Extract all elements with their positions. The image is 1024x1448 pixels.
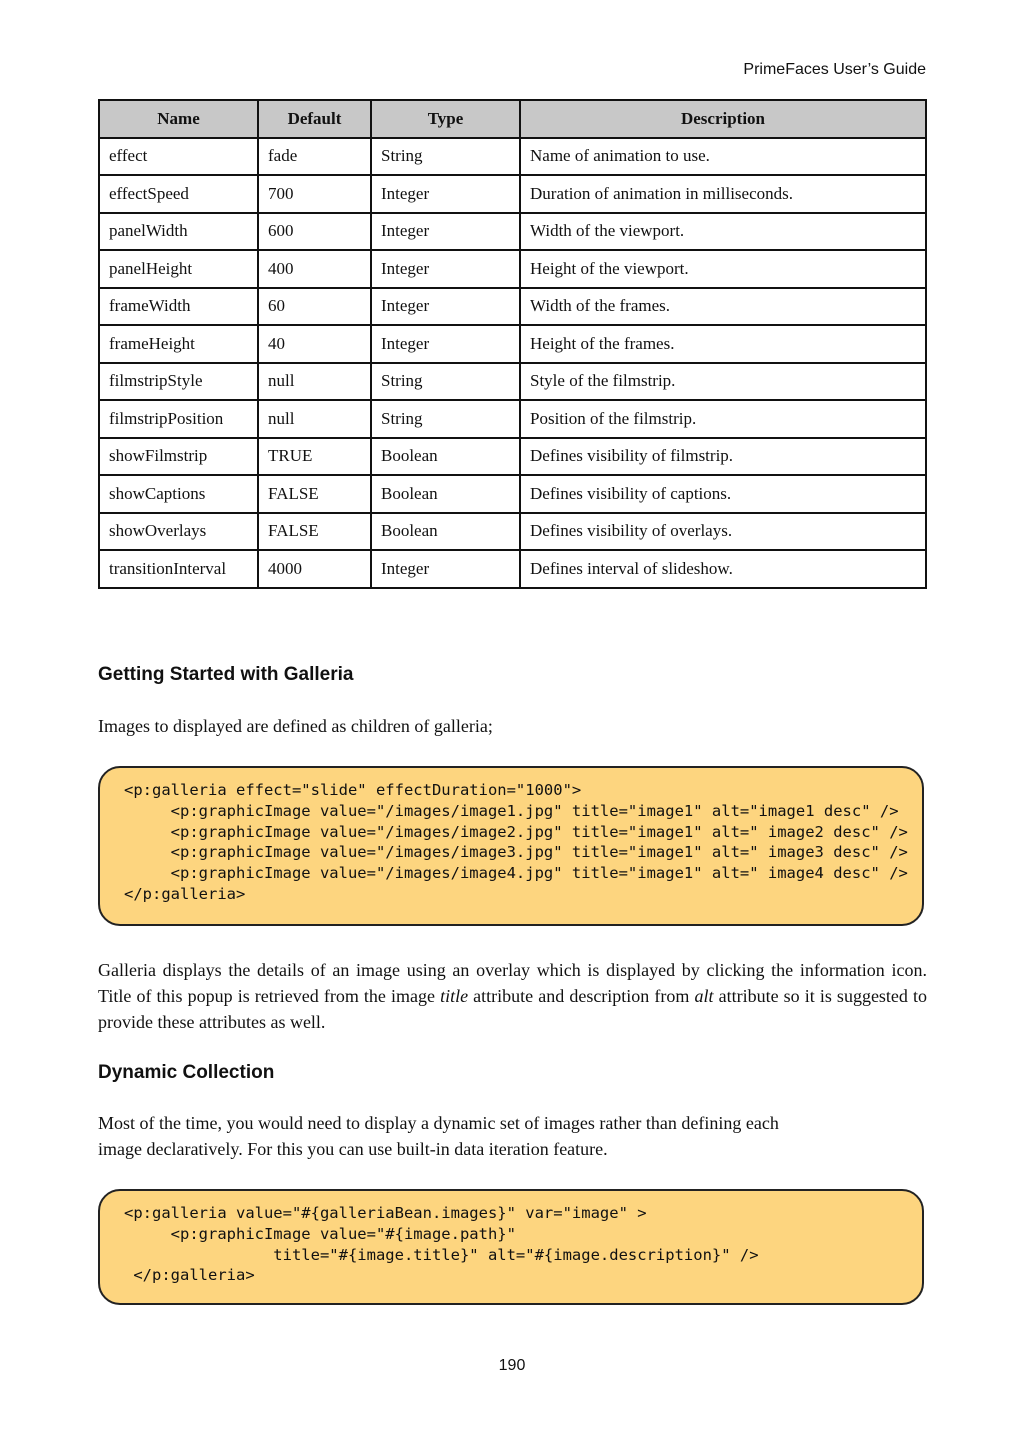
code-line: <p:galleria value="#{galleriaBean.images}" var="image" > <box>124 1204 647 1222</box>
table-row <box>99 363 926 401</box>
code-line: </p:galleria> <box>124 884 246 903</box>
description-cell: Defines interval of slideshow. <box>520 550 926 588</box>
default-value-cell: null <box>258 400 371 438</box>
type-cell: Integer <box>371 550 520 588</box>
running-header: PrimeFaces User’s Guide <box>743 61 926 78</box>
description-cell: Width of the viewport. <box>520 213 926 251</box>
attribute-name-cell: showCaptions <box>99 475 258 513</box>
code-line: <p:graphicImage value="/images/image4.jpg" title="image1" alt=" image4 desc" /> <box>124 864 908 883</box>
table-row <box>99 288 926 326</box>
title-attribute-term: title <box>440 986 469 1006</box>
table-row <box>99 513 926 551</box>
default-value-cell: FALSE <box>258 475 371 513</box>
default-value-cell: FALSE <box>258 513 371 551</box>
default-value-cell: 60 <box>258 288 371 326</box>
default-value-cell: null <box>258 363 371 401</box>
column-header-default: Default <box>258 100 371 138</box>
alt-attribute-term: alt <box>694 986 714 1006</box>
page-number: 190 <box>498 1357 526 1374</box>
code-line: <p:graphicImage value="/images/image2.jpg" title="image1" alt=" image2 desc" /> <box>124 822 908 841</box>
paragraph-text: attribute so it is suggested to provide these attributes as well. <box>98 986 928 1032</box>
description-cell: Height of the frames. <box>520 325 926 363</box>
default-value-cell: 700 <box>258 175 371 213</box>
intro-line: Most of the time, you would need to display a dynamic set of images rather than defining each <box>98 1113 779 1133</box>
column-header-type: Type <box>371 100 520 138</box>
description-cell: Defines visibility of captions. <box>520 475 926 513</box>
type-cell: String <box>371 400 520 438</box>
type-cell: Integer <box>371 325 520 363</box>
table-row <box>99 475 926 513</box>
attribute-name-cell: panelHeight <box>99 250 258 288</box>
default-value-cell: 40 <box>258 325 371 363</box>
default-value-cell: 4000 <box>258 550 371 588</box>
code-line: <p:graphicImage value="#{image.path}" <box>124 1224 516 1243</box>
type-cell: Boolean <box>371 513 520 551</box>
attribute-name-cell: panelWidth <box>99 213 258 251</box>
attributes-table <box>98 99 927 589</box>
galleria-overlay-paragraph <box>98 957 927 1035</box>
attribute-name-cell: frameWidth <box>99 288 258 326</box>
paragraph-text: Galleria displays the details of an image using an overlay which is displayed by clicking the information icon. Title of this popup is retrieved from the image <box>98 960 927 1006</box>
type-cell: String <box>371 138 520 176</box>
description-cell: Duration of animation in milliseconds. <box>520 175 926 213</box>
type-cell: Integer <box>371 213 520 251</box>
description-cell: Position of the filmstrip. <box>520 400 926 438</box>
table-row <box>99 400 926 438</box>
attribute-name-cell: frameHeight <box>99 325 258 363</box>
code-block-galleria-static <box>98 766 924 926</box>
table-row <box>99 175 926 213</box>
type-cell: Boolean <box>371 475 520 513</box>
table-row <box>99 325 926 363</box>
getting-started-intro: Images to displayed are defined as children of galleria; <box>98 716 493 736</box>
table-row <box>99 138 926 176</box>
code-line: title="#{image.title}" alt="#{image.description}" /> <box>124 1245 759 1264</box>
type-cell: String <box>371 363 520 401</box>
description-cell: Defines visibility of filmstrip. <box>520 438 926 476</box>
table-row <box>99 250 926 288</box>
attribute-name-cell: transitionInterval <box>99 550 258 588</box>
description-cell: Height of the viewport. <box>520 250 926 288</box>
intro-line: image declaratively. For this you can use built-in data iteration feature. <box>98 1139 608 1159</box>
table-header-row <box>99 100 926 138</box>
default-value-cell: fade <box>258 138 371 176</box>
type-cell: Integer <box>371 175 520 213</box>
column-header-name: Name <box>99 100 258 138</box>
attribute-name-cell: effectSpeed <box>99 175 258 213</box>
type-cell: Integer <box>371 250 520 288</box>
table-row <box>99 213 926 251</box>
default-value-cell: 400 <box>258 250 371 288</box>
code-block-galleria-dynamic <box>98 1189 924 1305</box>
section-heading-dynamic-collection: Dynamic Collection <box>98 1062 275 1083</box>
dynamic-collection-intro <box>98 1110 927 1162</box>
attributes-table-body <box>99 138 926 588</box>
description-cell: Name of animation to use. <box>520 138 926 176</box>
attribute-name-cell: filmstripPosition <box>99 400 258 438</box>
description-cell: Style of the filmstrip. <box>520 363 926 401</box>
code-line: <p:galleria effect="slide" effectDuration="1000"> <box>124 781 582 799</box>
attribute-name-cell: showFilmstrip <box>99 438 258 476</box>
column-header-description: Description <box>520 100 926 138</box>
attribute-name-cell: filmstripStyle <box>99 363 258 401</box>
default-value-cell: 600 <box>258 213 371 251</box>
section-heading-getting-started: Getting Started with Galleria <box>98 664 354 685</box>
code-line: <p:graphicImage value="/images/image1.jpg" title="image1" alt="image1 desc" /> <box>124 801 899 820</box>
attribute-name-cell: effect <box>99 138 258 176</box>
type-cell: Integer <box>371 288 520 326</box>
paragraph-text: attribute and description from <box>468 986 695 1006</box>
code-line: <p:graphicImage value="/images/image3.jpg" title="image1" alt=" image3 desc" /> <box>124 843 908 862</box>
code-line: </p:galleria> <box>124 1266 255 1285</box>
attribute-name-cell: showOverlays <box>99 513 258 551</box>
default-value-cell: TRUE <box>258 438 371 476</box>
table-row <box>99 438 926 476</box>
table-row <box>99 550 926 588</box>
type-cell: Boolean <box>371 438 520 476</box>
description-cell: Defines visibility of overlays. <box>520 513 926 551</box>
description-cell: Width of the frames. <box>520 288 926 326</box>
